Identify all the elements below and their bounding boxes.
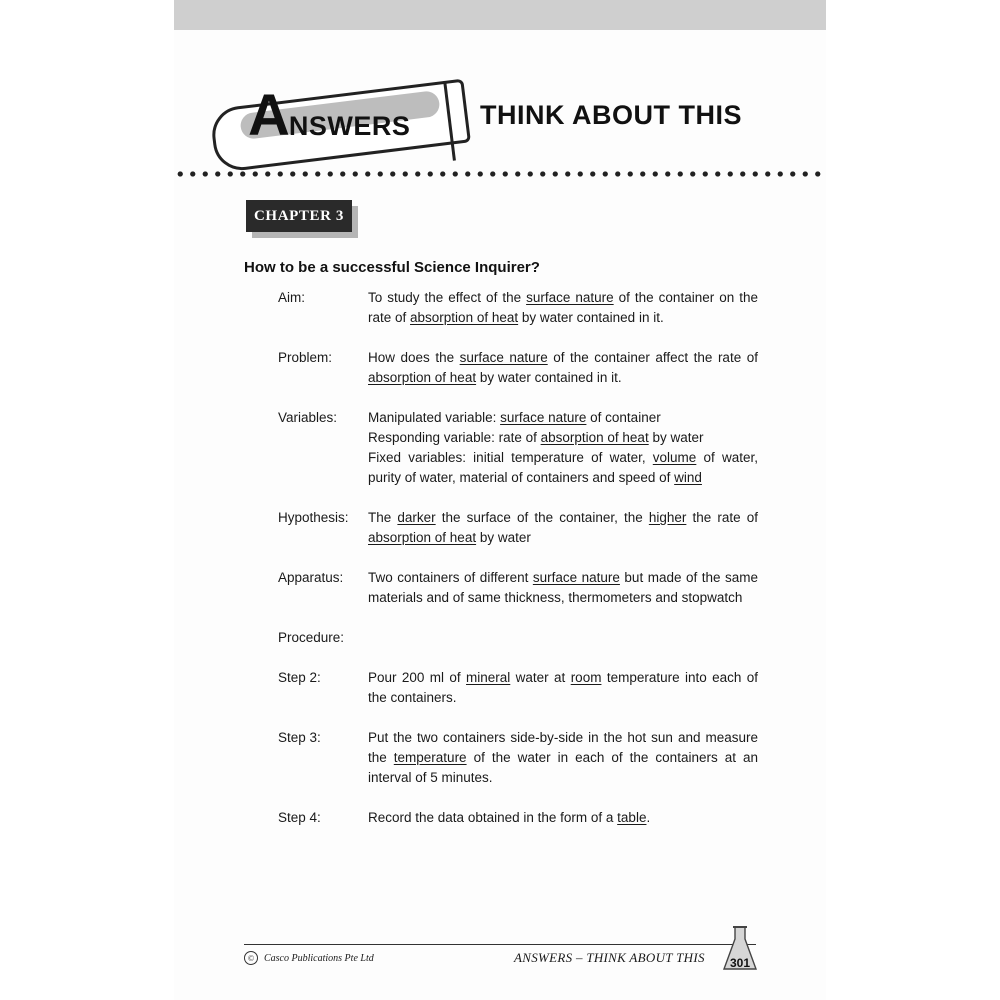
content-line xyxy=(368,408,758,428)
row-label: Step 3: xyxy=(278,730,321,745)
answer-blank: room xyxy=(570,670,602,685)
text-segment: the rate of xyxy=(686,510,759,525)
row-label: Apparatus: xyxy=(278,570,344,585)
text-segment: the surface of the container, the xyxy=(435,510,649,525)
header-title: THINK ABOUT THIS xyxy=(480,100,742,130)
text-segment: Fixed variables: initial temperature of water, xyxy=(368,450,653,465)
text-segment: Manipulated variable: xyxy=(368,410,501,425)
dotted-divider xyxy=(174,168,826,180)
content-line xyxy=(368,448,758,488)
row-content xyxy=(368,668,758,708)
answer-blank: surface nature xyxy=(532,570,620,585)
content-line xyxy=(368,508,758,548)
text-segment: but made of the same materials and of same thickness, thermometers and stopwatch xyxy=(368,570,759,605)
text-segment: by water xyxy=(476,530,531,545)
row-label: Variables: xyxy=(278,410,338,425)
content-line xyxy=(368,288,758,328)
answer-blank: volume xyxy=(652,450,697,465)
text-segment: of the container affect the rate of xyxy=(547,350,758,365)
answer-blank: mineral xyxy=(466,670,511,685)
text-segment: Responding variable: rate of xyxy=(368,430,541,445)
answer-blank: surface nature xyxy=(526,290,614,305)
answer-blank: surface nature xyxy=(500,410,587,425)
text-segment: of the container on the rate of xyxy=(368,290,758,325)
logo-initial: A xyxy=(248,83,289,148)
top-band xyxy=(174,0,826,30)
row-label: Problem: xyxy=(278,350,333,365)
text-segment: of the water in each of the containers at an interval of 5 minutes. xyxy=(368,750,758,785)
answers-logo xyxy=(210,80,470,160)
answer-blank: temperature xyxy=(393,750,467,765)
row-content xyxy=(368,348,758,388)
row-label: Hypothesis: xyxy=(278,510,349,525)
answer-blank: absorption of heat xyxy=(540,430,649,445)
answer-blank: table xyxy=(617,810,647,825)
answer-blank: wind xyxy=(674,470,702,485)
row-content xyxy=(368,728,758,788)
footer-rule xyxy=(244,944,756,945)
logo-rest: NSWERS xyxy=(288,111,411,141)
answer-blank: absorption of heat xyxy=(368,530,477,545)
row-label: Procedure: xyxy=(278,630,345,645)
content-line xyxy=(368,728,758,788)
row-label: Aim: xyxy=(278,290,305,305)
row-label: Step 2: xyxy=(278,670,321,685)
answer-blank: absorption of heat xyxy=(368,370,477,385)
section-title: How to be a successful Science Inquirer? xyxy=(244,259,540,276)
text-segment: temperature into each of the containers. xyxy=(368,670,759,705)
text-segment: Put the two containers side-by-side in the hot sun and measure the xyxy=(368,730,758,765)
content-line xyxy=(368,808,758,828)
text-segment: of water, purity of water, material of containers and speed of xyxy=(368,450,758,485)
page-number: 301 xyxy=(729,956,751,970)
text-segment: Pour 200 ml of xyxy=(368,670,467,685)
answer-blank: higher xyxy=(648,510,687,525)
content-line xyxy=(368,428,758,448)
text-segment: How does the xyxy=(368,350,460,365)
running-title: ANSWERS – THINK ABOUT THIS xyxy=(514,950,705,965)
text-segment: by water contained in it. xyxy=(476,370,622,385)
row-content xyxy=(368,408,758,488)
text-segment: To study the effect of the xyxy=(368,290,527,305)
text-segment: Two containers of different xyxy=(368,570,533,585)
answer-blank: darker xyxy=(397,510,436,525)
publisher-name: Casco Publications Pte Ltd xyxy=(264,952,374,964)
logo-text xyxy=(248,82,410,149)
row-content xyxy=(368,808,758,828)
text-segment: . xyxy=(646,810,651,825)
row-content xyxy=(368,508,758,548)
chapter-badge: CHAPTER 3 xyxy=(246,200,352,232)
text-segment: by water xyxy=(648,430,704,445)
text-segment: of container xyxy=(586,410,661,425)
footer-copyright xyxy=(244,951,374,965)
content-line xyxy=(368,348,758,388)
text-segment: water at xyxy=(510,670,571,685)
answer-blank: surface nature xyxy=(459,350,548,365)
text-segment: The xyxy=(368,510,398,525)
answer-blank: absorption of heat xyxy=(410,310,519,325)
content-line xyxy=(368,668,758,708)
row-content xyxy=(368,288,758,328)
row-content xyxy=(368,568,758,608)
copyright-icon: © xyxy=(244,951,258,965)
content-line xyxy=(368,568,758,608)
text-segment: Record the data obtained in the form of a xyxy=(368,810,618,825)
text-segment: by water contained in it. xyxy=(518,310,664,325)
row-label: Step 4: xyxy=(278,810,321,825)
